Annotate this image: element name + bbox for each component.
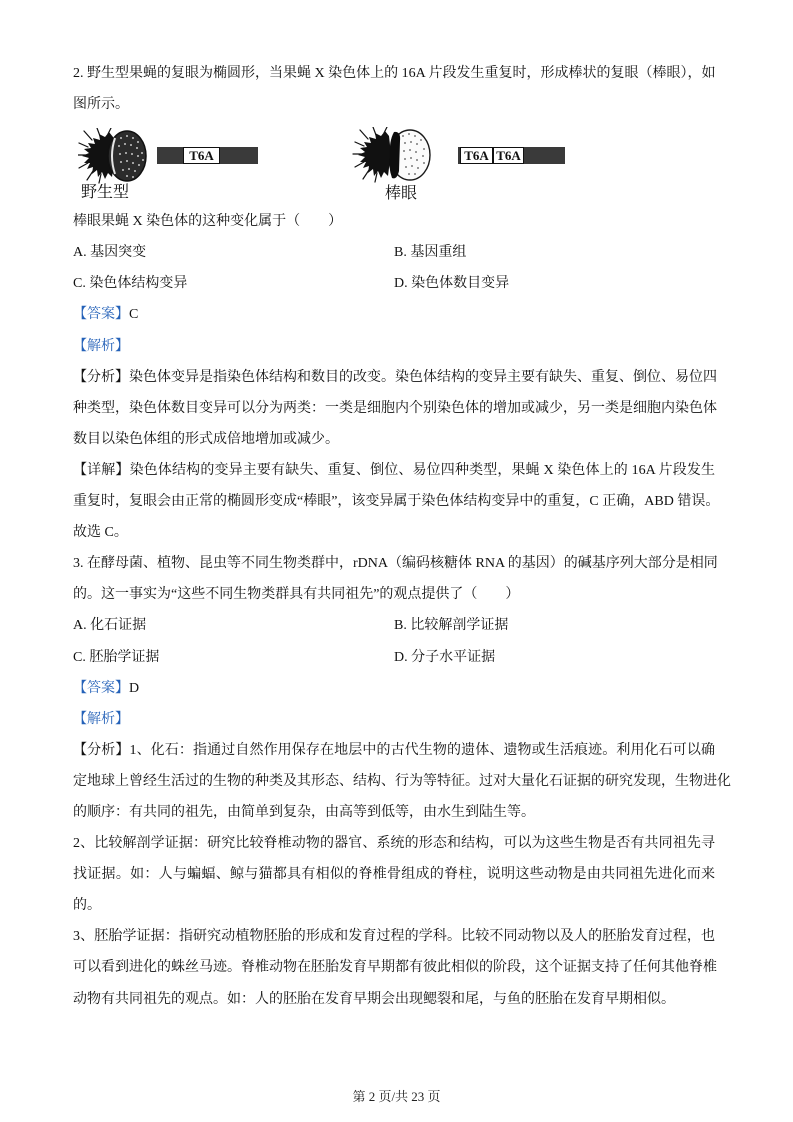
page-footer: 第 2 页/共 23 页: [352, 1089, 441, 1104]
oval-compound-eye: [108, 131, 146, 181]
analysis-label: 【分析】: [73, 369, 129, 385]
q3-analysis-line: 找证据。如：人与蝙蝠、鲸与猫都具有相似的脊椎骨组成的脊柱，说明这些动物是由共同祖先进化而来: [73, 867, 715, 883]
analysis-text: 1、化石：指通过自然作用保存在地层中的古代生物的遗体、遗物或生活痕迹。利用化石可以确: [129, 742, 716, 758]
detail-label: 【详解】: [73, 462, 130, 478]
chromosome-band: [157, 147, 183, 164]
q3-analysis-line: 的顺序：有共同的祖先，由简单到复杂，由高等到低等，由水生到陆生等。: [73, 804, 535, 820]
chromosome-segment-16a-duplicate: T6A: [493, 147, 524, 164]
q2-detail-line: [73, 455, 715, 486]
q2-analysis-line: [73, 362, 715, 393]
q2-detail-line: 重复时，复眼会由正常的椭圆形变成“棒眼”，该变异属于染色体结构变异中的重复，C 正确，ABD 错误。: [73, 494, 720, 510]
bar-eye-fly-head-icon: [352, 127, 432, 183]
page-content: [73, 58, 731, 1015]
answer-label: 【答案】: [73, 680, 129, 696]
q2-option-c: C. 染色体结构变异: [73, 276, 188, 292]
q2-stem-line: 2. 野生型果蝇的复眼为椭圆形，当果蝇 X 染色体上的 16A 片段发生重复时，形成棒状的复眼（棒眼），如: [73, 66, 716, 81]
q3-explanation-heading: 【解析】: [73, 711, 129, 727]
q3-option-c: C. 胚胎学证据: [73, 649, 160, 665]
q2-option-b: B. 基因重组: [394, 245, 467, 261]
detail-text: 染色体结构的变异主要有缺失、重复、倒位、易位四种类型，果蝇 X 染色体上的 16A 片段发生: [129, 462, 716, 478]
q2-answer: [73, 299, 715, 330]
analysis-label: 【分析】: [73, 742, 130, 758]
q2-options-row: [73, 237, 715, 268]
bar-shaped-eye: [389, 132, 400, 178]
q2-analysis-line: 种类型，染色体数目变异可以分为两类：一类是细胞内个别染色体的增加或减少，另一类是细胞内染色体: [73, 400, 717, 416]
q3-analysis-line: 3、胚胎学证据：指研究动植物胚胎的形成和发育过程的学科。比较不同动物以及人的胚胎发育过程，也: [73, 929, 715, 945]
wild-type-fly-head-icon: [78, 128, 148, 184]
q3-analysis-line: 可以看到进化的蛛丝马迹。脊椎动物在胚胎发育早期都有彼此相似的阶段，这个证据支持了任何其他脊椎: [73, 960, 717, 976]
q2-stem-line: 图所示。: [73, 97, 129, 113]
q2-option-a: A. 基因突变: [73, 245, 147, 261]
q3-options-row: [73, 642, 715, 673]
q3-options-row: [73, 610, 715, 641]
q3-analysis-line: 2、比较解剖学证据：研究比较脊椎动物的器官、系统的形态和结构，可以为这些生物是否有共同祖先寻: [73, 836, 715, 852]
bar-eye-chromosome: [458, 147, 565, 164]
wild-type-chromosome: [157, 147, 258, 164]
head-bristle-mass: [358, 131, 391, 178]
q3-option-b: B. 比较解剖学证据: [394, 618, 509, 634]
q3-analysis-line: [73, 735, 715, 766]
q3-analysis-line: 定地球上曾经生活过的生物的种类及其形态、结构、行为等特征。过对大量化石证据的研究发现，生物进化: [73, 773, 731, 789]
q2-question: 棒眼果蝇 X 染色体的这种变化属于（ ）: [73, 214, 343, 230]
answer-value: C: [129, 307, 139, 323]
q2-options-row: [73, 268, 715, 299]
q3-option-d: D. 分子水平证据: [394, 649, 496, 665]
analysis-text: 染色体变异是指染色体结构和数目的改变。染色体结构的变异主要有缺失、重复、倒位、易位四: [129, 369, 717, 385]
q2-analysis-line: 数目以染色体组的形式成倍地增加或减少。: [73, 431, 339, 447]
chromosome-segment-16a: T6A: [460, 147, 493, 164]
chromosome-segment-16a: T6A: [183, 147, 220, 164]
q3-analysis-line: 动物有共同祖先的观点。如：人的胚胎在发育早期会出现鳃裂和尾，与鱼的胚胎在发育早期相似。: [73, 991, 675, 1007]
q2-detail-line: 故选 C。: [73, 525, 128, 541]
q3-stem-line: 3. 在酵母菌、植物、昆虫等不同生物类群中，rDNA（编码核糖体 RNA 的基因）的碱基序列大部分是相同: [73, 556, 718, 572]
answer-label: 【答案】: [73, 307, 129, 323]
q2-option-d: D. 染色体数目变异: [394, 276, 510, 292]
wild-type-label: 野生型: [81, 182, 130, 202]
q3-analysis-line: 的。: [73, 898, 101, 914]
q3-answer: [73, 673, 715, 704]
chromosome-band: [220, 147, 258, 164]
chromosome-band: [524, 147, 565, 164]
q3-option-a: A. 化石证据: [73, 618, 147, 634]
bar-eye-label: 棒眼: [385, 183, 418, 203]
q2-figure: [73, 120, 715, 206]
answer-value: D: [129, 680, 140, 696]
q2-explanation-heading: 【解析】: [73, 338, 129, 354]
q3-stem-line: 的。这一事实为“这些不同生物类群具有共同祖先”的观点提供了（ ）: [73, 587, 520, 603]
